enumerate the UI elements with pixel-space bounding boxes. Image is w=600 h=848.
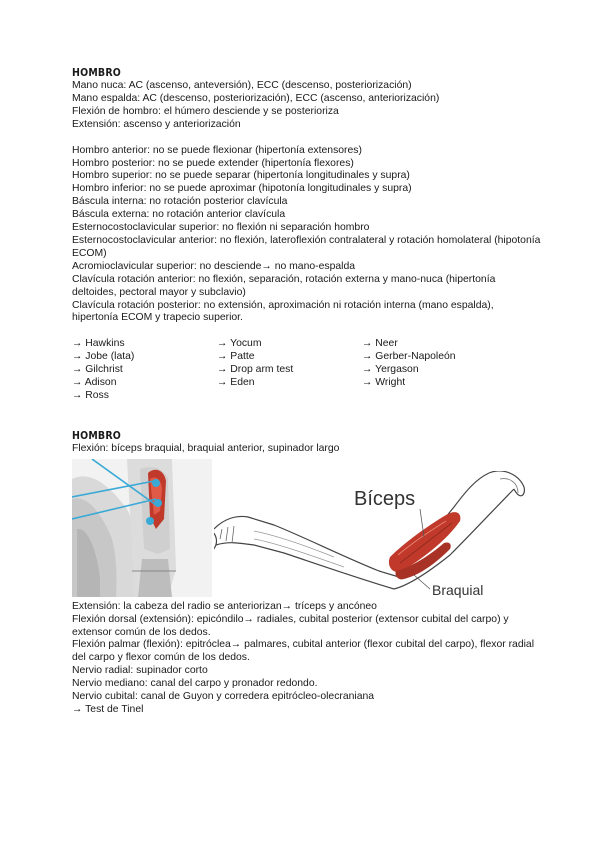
text-line: Hombro anterior: no se puede flexionar (hipertonía extensores) <box>72 144 362 156</box>
section-heading-1: HOMBRO <box>72 67 122 79</box>
test-item: → Yocum <box>217 338 262 350</box>
text-line: Mano nuca: AC (ascenso, anteversión), ECC (descenso, posteriorización) <box>72 80 412 91</box>
test-item: → Eden <box>217 377 255 389</box>
text-line: Hombro posterior: no se puede extender (hipertonía flexores) <box>72 157 354 169</box>
text-line: Hombro superior: no se puede separar (hipertonía longitudinales y supra) <box>72 170 410 182</box>
text-line: Nervio cubital: canal de Guyon y corredera epitrócleo-olecraniana <box>72 691 375 703</box>
tests-list <box>72 338 542 403</box>
test-item: → Wright <box>362 377 406 389</box>
test-item: → Gerber-Napoleón <box>362 351 456 363</box>
test-item: → Yergason <box>362 364 419 376</box>
text-line: Nervio mediano: canal del carpo y pronador redondo. <box>72 678 318 690</box>
braquial-label: Braquial <box>432 581 484 598</box>
biceps-label: Bíceps <box>354 487 416 510</box>
text-line: Báscula externa: no rotación anterior clavícula <box>72 209 286 221</box>
test-item: → Ross <box>72 389 109 401</box>
biceps-brachialis-figure <box>214 471 544 599</box>
text-line: Flexión de hombro: el húmero desciende y se posterioriza <box>72 105 339 117</box>
text-line: Esternocostoclavicular superior: no flexión ni separación hombro <box>72 222 370 234</box>
document-page <box>72 66 542 717</box>
test-item: → Jobe (lata) <box>72 351 135 363</box>
text-line: → Test de Tinel <box>72 704 144 715</box>
text-line: Extensión: ascenso y anteriorización <box>72 118 241 130</box>
text-line: Acromioclavicular superior: no desciende→ no mano-espalda <box>72 260 356 272</box>
test-item: → Gilchrist <box>72 364 123 376</box>
test-item: → Drop arm test <box>217 364 294 376</box>
test-item: → Hawkins <box>72 338 125 350</box>
test-item: → Adison <box>72 377 117 389</box>
anatomy-figures <box>72 459 542 601</box>
text-line: Mano espalda: AC (descenso, posteriorización), ECC (ascenso, anteriorización) <box>72 92 440 104</box>
test-item: → Neer <box>362 338 398 350</box>
arm-muscle-figure <box>72 459 212 597</box>
text-line: Extensión: la cabeza del radio se anteriorizan→ tríceps y ancóneo <box>72 600 377 612</box>
text-line: Clavícula rotación anterior: no flexión, separación, rotación externa y mano-nuca (hipertonía deltoides, pectoral mayor y subclavio) <box>72 273 496 298</box>
text-line: Hombro inferior: no se puede aproximar (hipotonía longitudinales y supra) <box>72 183 412 195</box>
text-line: Nervio radial: supinador corto <box>72 665 208 677</box>
test-item: → Patte <box>217 351 255 363</box>
text-line: Flexión dorsal (extensión): epicóndilo→ radiales, cubital posterior (extensor cubital del carpo) y extensor común de los dedos. <box>72 613 509 638</box>
text-line: Báscula interna: no rotación posterior clavícula <box>72 196 288 208</box>
text-line: Clavícula rotación posterior: no extensión, aproximación ni rotación interna (mano espalda), hipertonía ECOM y trapecio superior. <box>72 299 494 324</box>
text-line: Flexión palmar (flexión): epitróclea→ palmares, cubital anterior (flexor cubital del carpo), flexor radial del carpo y flexor común de los dedos. <box>72 639 535 664</box>
movements-block <box>72 80 542 132</box>
section-heading-2: HOMBRO <box>72 429 122 442</box>
section2-lines <box>72 601 542 717</box>
text-line: Esternocostoclavicular anterior: no flexión, lateroflexión contralateral y rotación homolateral (hipotonía ECOM) <box>72 234 541 259</box>
restrictions-block <box>72 145 542 326</box>
text-line: Flexión: bíceps braquial, braquial anterior, supinador largo <box>72 442 340 454</box>
